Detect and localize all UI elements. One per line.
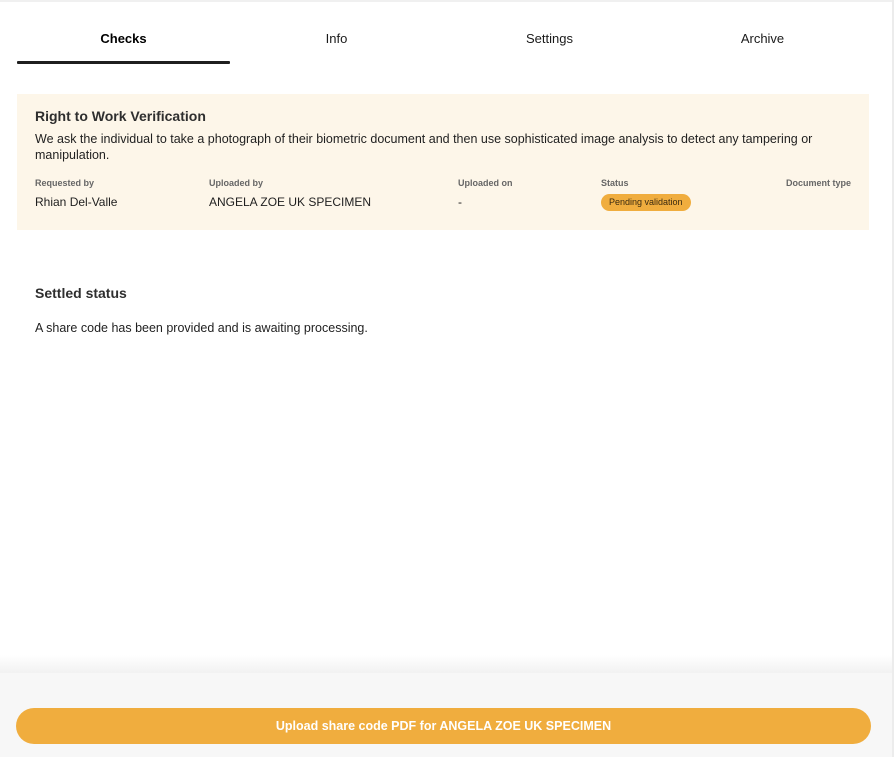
requested-by-field: [35, 178, 117, 209]
uploaded-by-label: Uploaded by: [209, 178, 264, 188]
status-badge: Pending validation: [601, 194, 691, 211]
top-divider: [0, 0, 894, 2]
uploaded-on-value: -: [458, 195, 462, 209]
document-type-label: Document type: [785, 178, 851, 188]
card-title: Right to Work Verification: [35, 108, 206, 124]
card-description: We ask the individual to take a photograph of their biometric document and then use sophisticated image analysis to detect any tampering or manipulation.: [35, 132, 813, 162]
tab-checks[interactable]: Checks: [17, 22, 230, 64]
footer-shadow: [0, 655, 892, 673]
status-label: Status: [601, 178, 629, 188]
uploaded-on-label: Uploaded on: [458, 178, 513, 188]
uploaded-by-value: ANGELA ZOE UK SPECIMEN: [209, 195, 372, 209]
settled-status-text: A share code has been provided and is awaiting processing.: [35, 321, 368, 335]
settled-status-title: Settled status: [35, 285, 127, 301]
tab-bar: [17, 22, 869, 64]
upload-share-code-button[interactable]: Upload share code PDF for ANGELA ZOE UK SPECIMEN: [16, 708, 871, 744]
uploaded-by-field: [209, 178, 371, 209]
requested-by-label: Requested by: [35, 178, 95, 188]
right-to-work-card: [17, 94, 869, 230]
card-meta: [35, 178, 851, 218]
tab-settings[interactable]: Settings: [526, 31, 573, 46]
tab-info[interactable]: Info: [325, 31, 348, 46]
tab-archive[interactable]: Archive: [740, 31, 785, 46]
requested-by-value: Rhian Del-Valle: [35, 195, 118, 209]
uploaded-on-field: [458, 178, 513, 209]
status-field: [601, 178, 691, 211]
document-type-field: [786, 178, 851, 195]
